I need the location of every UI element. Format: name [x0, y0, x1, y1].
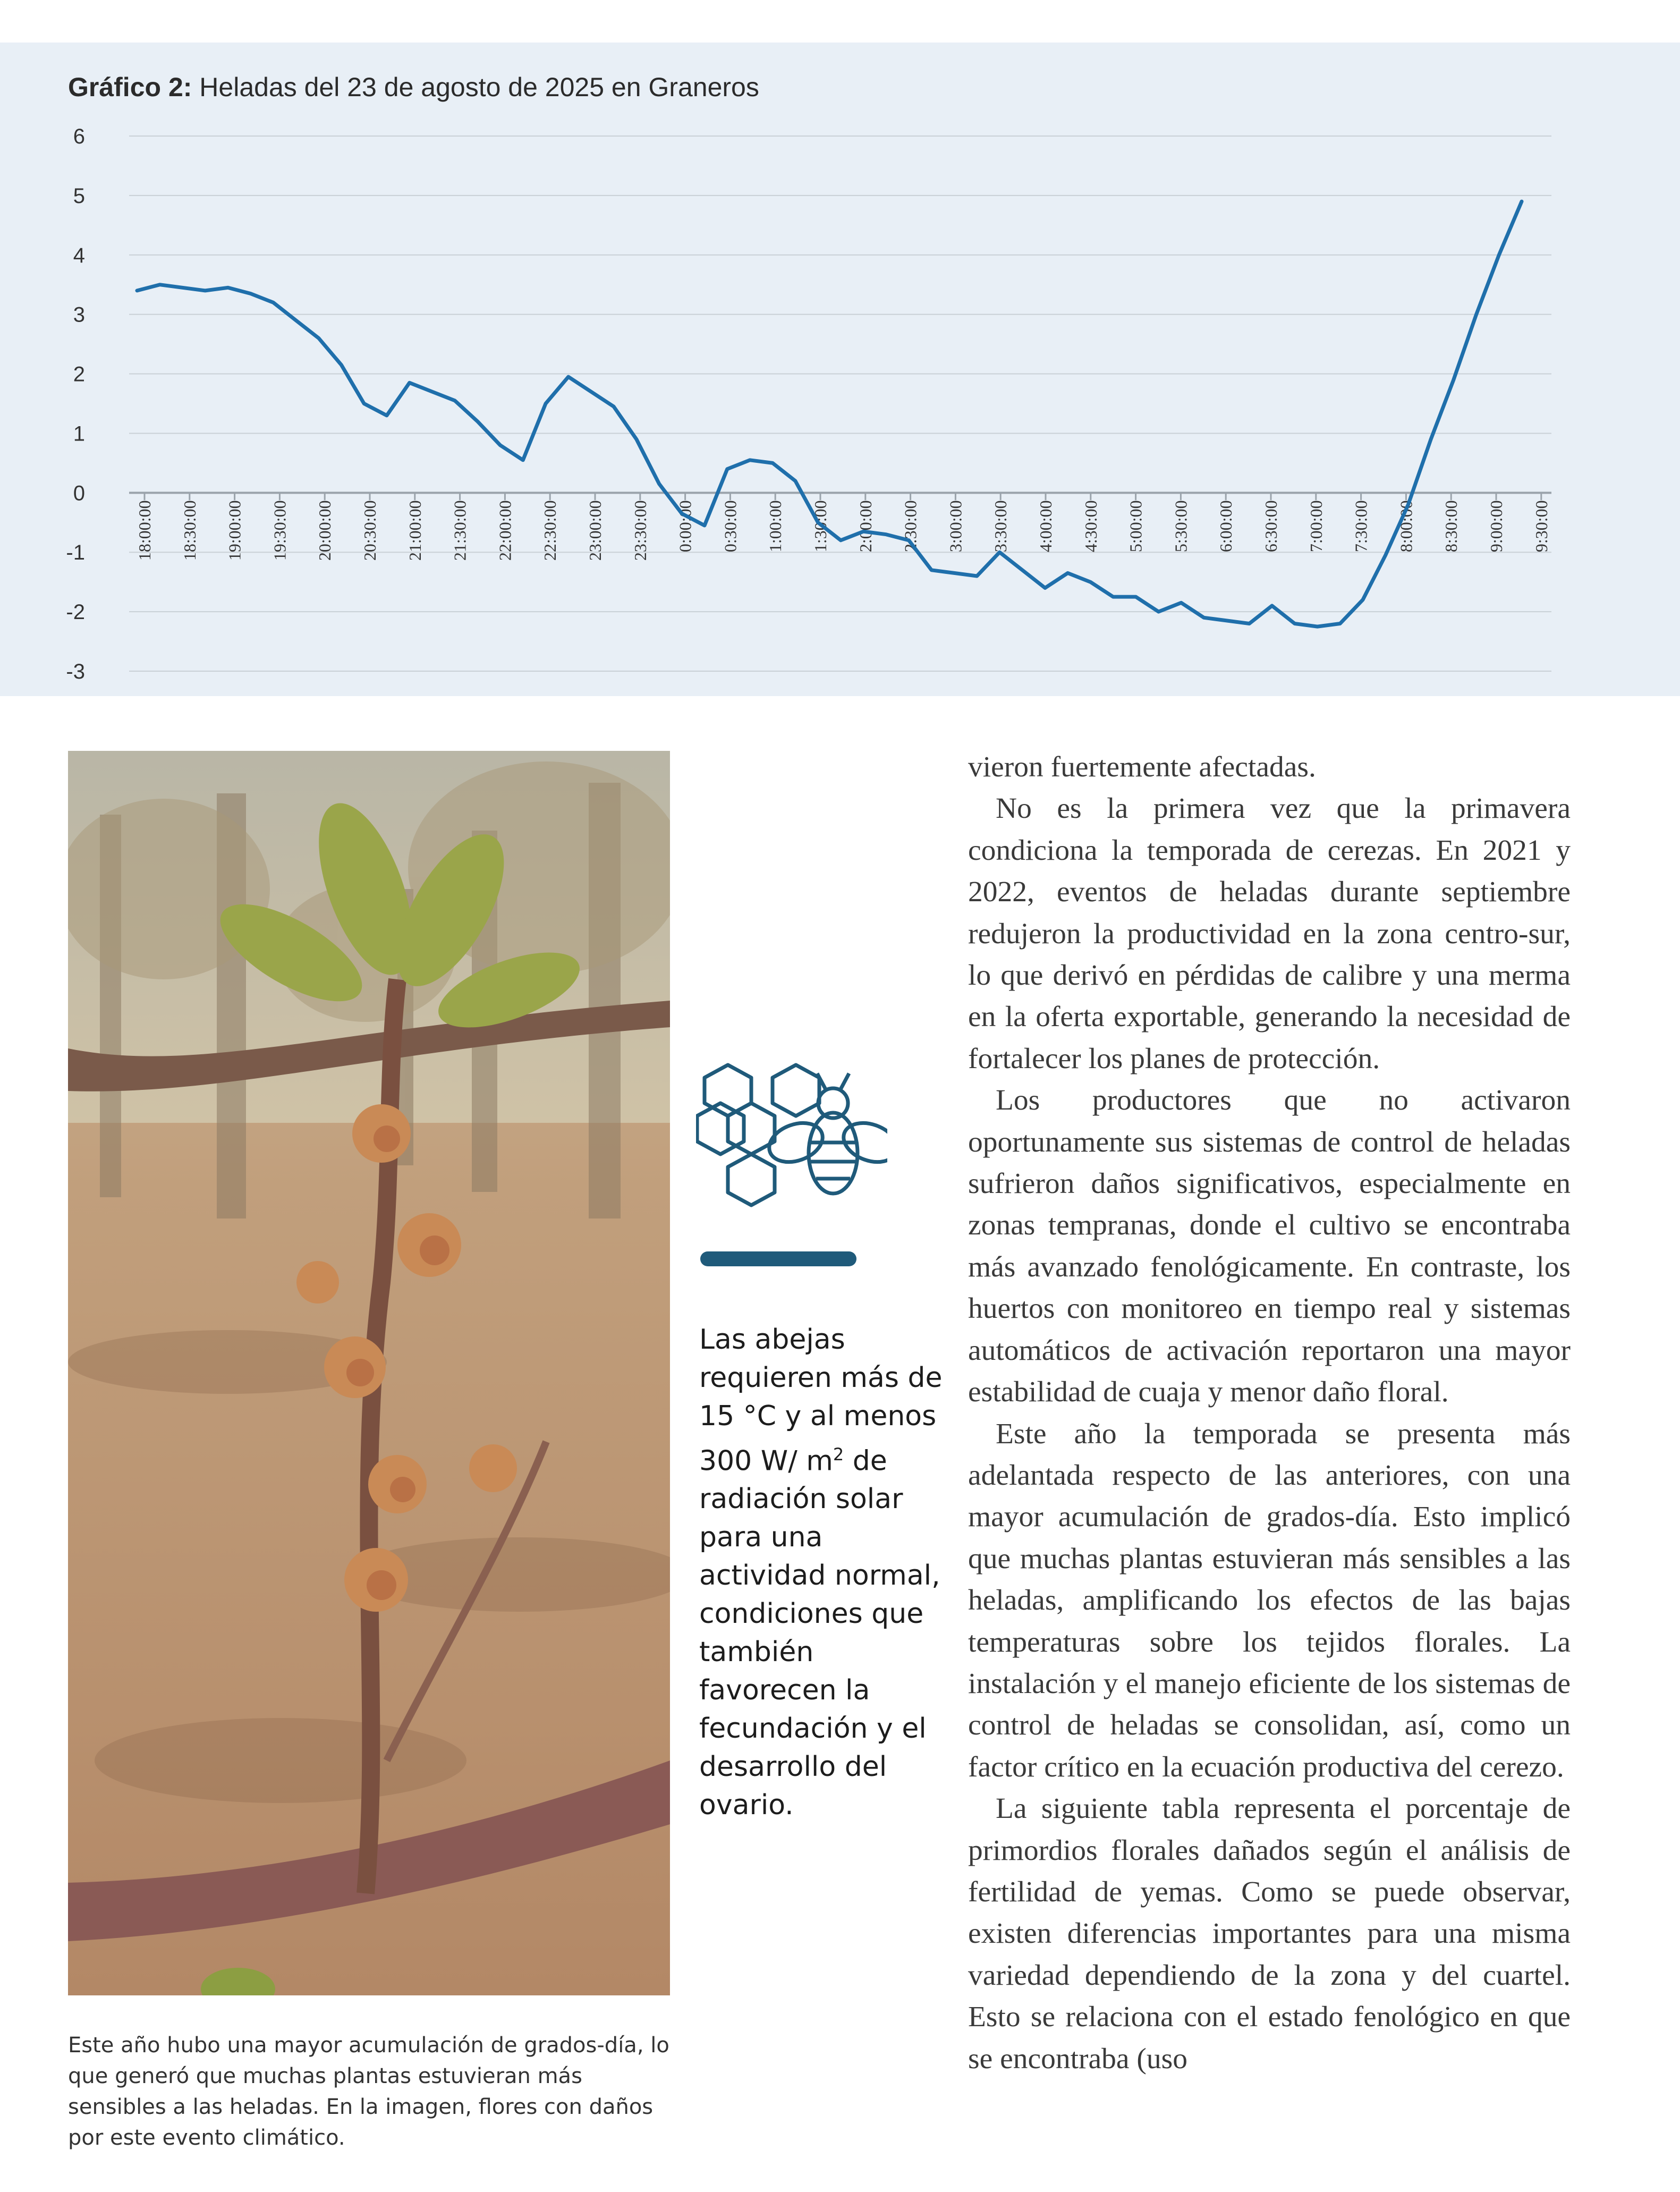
x-tick-label: 6:00:00 — [1216, 500, 1236, 553]
x-tick-label: 0:30:00 — [720, 500, 740, 553]
sidebar-text-b: de radiación solar para una actividad normal, condiciones que también favorecen la fecundación y el desarrollo del ovario. — [699, 1445, 940, 1822]
x-tick-label: 22:30:00 — [540, 500, 560, 561]
x-tick-label: 9:00:00 — [1487, 500, 1506, 553]
x-tick-label: 0:00:00 — [675, 500, 695, 553]
paragraph-1: vieron fuertemente afectadas. — [968, 751, 1316, 783]
x-tick-label: 4:30:00 — [1081, 500, 1100, 553]
x-tick-label: 1:30:00 — [811, 500, 830, 553]
x-tick-label: 2:00:00 — [855, 500, 875, 553]
paragraph-5: La siguiente tabla representa el porcentaje de primordios florales dañados según el análisis de fertilidad de yemas. Como se puede observar, existen diferencias importantes para una misma variedad dependiendo de la zona y del cuartel. Esto se relaciona con el estado fenológico en que se encontraba (uso — [968, 1792, 1571, 2075]
x-tick-label: 21:00:00 — [405, 500, 425, 561]
x-tick-label: 21:30:00 — [450, 500, 470, 561]
sidebar-superscript: 2 — [833, 1444, 844, 1465]
x-tick-label: 22:00:00 — [495, 500, 515, 561]
y-tick-label: 3 — [73, 303, 85, 327]
x-tick-label: 18:00:00 — [135, 500, 154, 561]
x-tick-label: 19:00:00 — [225, 500, 244, 561]
y-axis-ticks — [66, 125, 85, 683]
x-tick-label: 1:00:00 — [766, 500, 785, 553]
x-tick-label: 20:00:00 — [315, 500, 335, 561]
x-tick-label: 7:30:00 — [1351, 500, 1371, 553]
line-chart — [0, 43, 1680, 696]
x-tick-label: 20:30:00 — [360, 500, 379, 561]
x-tick-label: 2:30:00 — [901, 500, 920, 553]
x-tick-label: 3:00:00 — [946, 500, 965, 553]
article-body — [968, 747, 1571, 2080]
sidebar-callout — [699, 1321, 944, 1824]
chart-title-text: Heladas del 23 de agosto de 2025 en Graneros — [192, 72, 759, 102]
x-tick-label: 8:30:00 — [1441, 500, 1461, 553]
series-line — [137, 201, 1522, 627]
x-tick-label: 5:00:00 — [1126, 500, 1146, 553]
photo-caption: Este año hubo una mayor acumulación de grados-día, lo que generó que muchas plantas estuvieran más sensibles a las heladas. En la imagen, flores con daños por este evento climático. — [68, 2033, 669, 2150]
chart-gridlines — [129, 136, 1551, 671]
y-tick-label: 6 — [73, 125, 85, 148]
x-tick-label: 19:30:00 — [270, 500, 290, 561]
y-tick-label: 1 — [73, 422, 85, 446]
y-tick-label: -2 — [66, 600, 85, 624]
paragraph-2: No es la primera vez que la primavera condiciona la temporada de cerezas. En 2021 y 2022, eventos de heladas durante septiembre redujeron la productividad en la zona centro-sur, lo que derivó en pérdidas de calibre y una merma en la oferta exportable, generando la necesidad de fortalecer los planes de protección. — [968, 792, 1571, 1075]
y-tick-label: 2 — [73, 362, 85, 386]
x-tick-label: 9:30:00 — [1531, 500, 1551, 553]
x-tick-label: 23:00:00 — [586, 500, 605, 561]
x-tick-label: 7:00:00 — [1306, 500, 1326, 553]
x-tick-label: 5:30:00 — [1171, 500, 1191, 553]
y-tick-label: 4 — [73, 243, 85, 267]
chart-title-label: Gráfico 2: — [68, 72, 192, 102]
bee-honeycomb-icon — [696, 1063, 887, 1217]
y-tick-label: -3 — [66, 660, 85, 683]
paragraph-4: Este año la temporada se presenta más adelantada respecto de las anteriores, con una mayor acumulación de grados-día. Esto implicó que muchas plantas estuvieran más sensibles a las heladas, amplificando los efectos de las bajas temperaturas sobre los tejidos florales. La instalación y el manejo eficiente de los sistemas de control de heladas se consolidan, así, como un factor crítico en la ecuación productiva del cerezo. — [968, 1417, 1571, 1783]
y-tick-label: 5 — [73, 184, 85, 208]
sidebar-text-a: Las abejas requieren más de 15 °C y al menos 300 W/ m — [699, 1324, 943, 1477]
x-tick-label: 4:00:00 — [1036, 500, 1055, 553]
sidebar-accent-bar — [700, 1251, 856, 1266]
x-tick-label: 3:30:00 — [991, 500, 1011, 553]
x-tick-label: 8:00:00 — [1396, 500, 1416, 553]
x-tick-label: 6:30:00 — [1261, 500, 1280, 553]
y-tick-label: -1 — [66, 541, 85, 565]
x-axis-ticks — [135, 493, 1551, 561]
x-tick-label: 18:30:00 — [180, 500, 199, 561]
cherry-branch-photo — [68, 751, 670, 1995]
chart-series — [137, 201, 1522, 627]
paragraph-3: Los productores que no activaron oportunamente sus sistemas de control de heladas sufrieron daños significativos, especialmente en zonas tempranas, donde el cultivo se encontraba más avanzado fenológicamente. En contraste, los huertos con monitoreo en tiempo real y sistemas automáticos de activación reportaron una mayor estabilidad de cuaja y menor daño floral. — [968, 1084, 1571, 1409]
x-tick-label: 23:30:00 — [630, 500, 650, 561]
y-tick-label: 0 — [73, 481, 85, 505]
